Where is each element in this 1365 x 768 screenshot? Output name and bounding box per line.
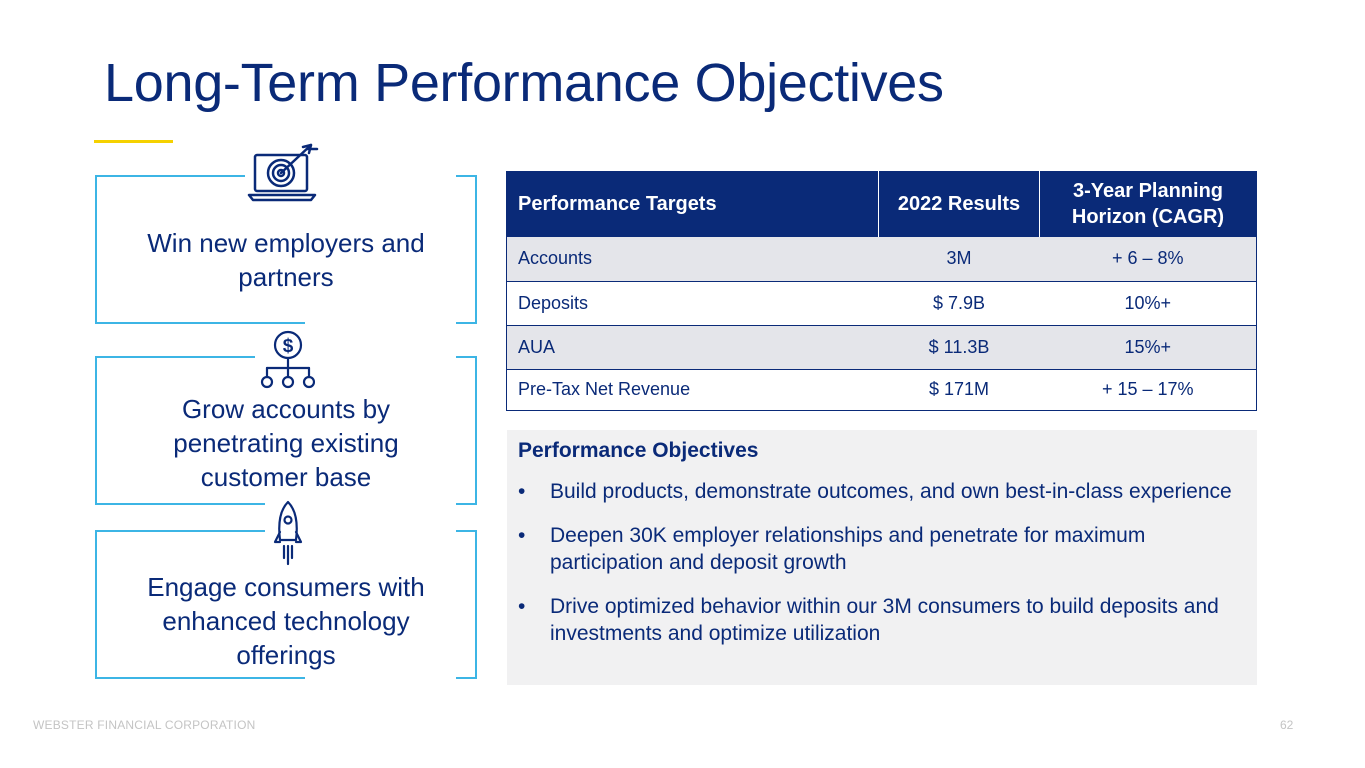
table-row <box>507 237 1257 281</box>
metric-cell: Pre-Tax Net Revenue <box>507 369 879 410</box>
results-cell: $ 7.9B <box>879 281 1040 325</box>
horizon-cell: + 15 – 17% <box>1040 369 1257 410</box>
horizon-cell: 15%+ <box>1040 325 1257 369</box>
metric-cell: Accounts <box>507 237 879 281</box>
pillar-box-employers <box>95 175 477 324</box>
dollar-network-icon <box>255 330 315 394</box>
table-row <box>507 325 1257 369</box>
table-row <box>507 369 1257 410</box>
results-cell: 3M <box>879 237 1040 281</box>
laptop-target-icon <box>245 143 325 207</box>
pillar-box-accounts <box>95 336 477 505</box>
column-header-horizon: 3-Year Planning Horizon (CAGR) <box>1040 171 1257 237</box>
column-header-targets: Performance Targets <box>507 171 879 237</box>
horizon-cell: 10%+ <box>1040 281 1257 325</box>
table-header-row <box>507 171 1257 237</box>
table-row <box>507 281 1257 325</box>
page-number: 62 <box>1280 718 1294 732</box>
objectives-list <box>518 478 1246 647</box>
objectives-title: Performance Objectives <box>518 439 759 462</box>
results-cell: $ 171M <box>879 369 1040 410</box>
pillar-label: Win new employers and partners <box>147 228 425 292</box>
title-accent-rule <box>94 140 173 143</box>
metric-cell: Deposits <box>507 281 879 325</box>
horizon-cell: + 6 – 8% <box>1040 237 1257 281</box>
list-item: • Build products, demonstrate outcomes, and own best-in-class experience <box>518 478 1246 505</box>
pillar-box-consumers <box>95 530 477 679</box>
page-title: Long-Term Performance Objectives <box>104 53 944 113</box>
pillar-label: Engage consumers with enhanced technology offerings <box>147 572 425 670</box>
list-item: • Deepen 30K employer relationships and penetrate for maximum participation and deposit growth <box>518 522 1246 576</box>
pillar-label: Grow accounts by penetrating existing customer base <box>173 394 399 492</box>
performance-targets-table <box>506 171 1257 411</box>
performance-objectives-panel <box>507 430 1257 685</box>
svg-text:$: $ <box>282 336 294 357</box>
list-item: • Drive optimized behavior within our 3M consumers to build deposits and investments and optimize utilization <box>518 593 1246 647</box>
column-header-results: 2022 Results <box>879 171 1040 237</box>
metric-cell: AUA <box>507 325 879 369</box>
rocket-icon <box>265 500 309 566</box>
results-cell: $ 11.3B <box>879 325 1040 369</box>
footer-company-name: WEBSTER FINANCIAL CORPORATION <box>33 718 256 732</box>
